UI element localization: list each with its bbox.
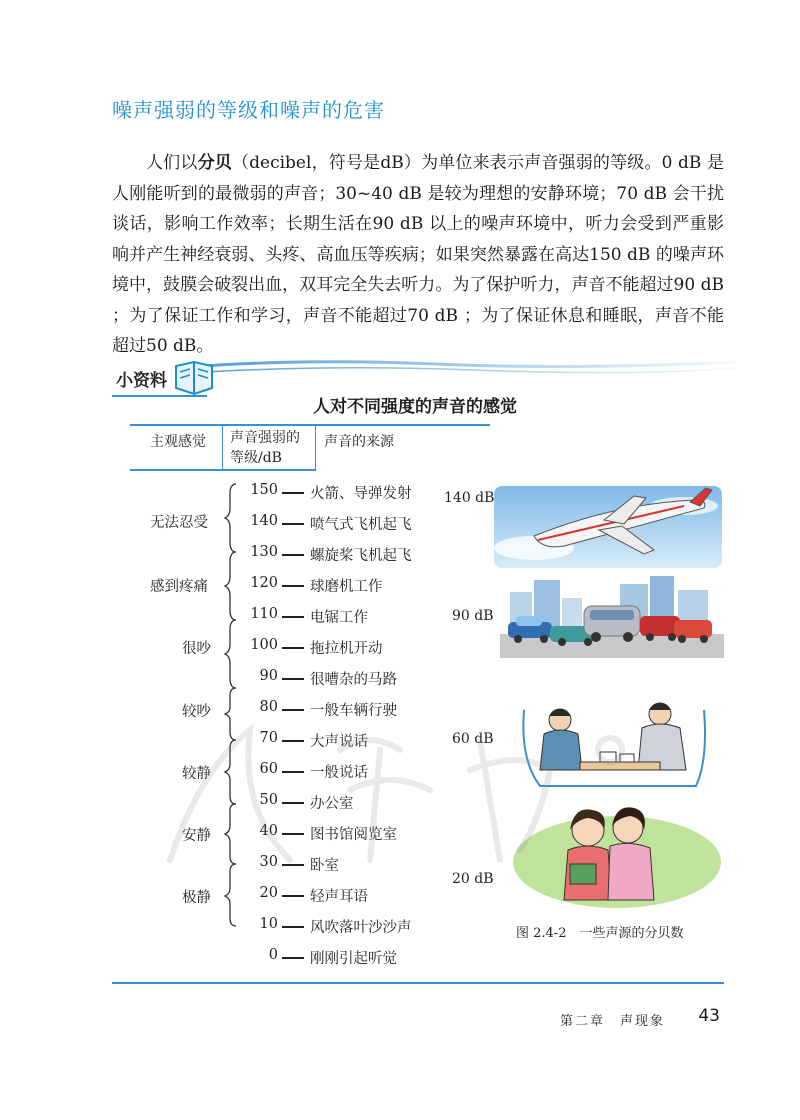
- sound-source: 一般说话: [310, 765, 368, 781]
- sound-source: 卧室: [310, 858, 339, 874]
- dash: [282, 926, 304, 928]
- picture-label-conversation: 60 dB: [452, 731, 494, 747]
- para-text-start: 人们以: [146, 153, 198, 173]
- feeling-label: 无法忍受: [150, 515, 208, 531]
- page-number: 43: [698, 1006, 720, 1026]
- db-value: 140: [250, 513, 278, 529]
- table-col-separator: [315, 425, 316, 470]
- db-value: 40: [259, 823, 278, 839]
- dash: [282, 678, 304, 680]
- feeling-label: 极静: [182, 890, 211, 906]
- sidebar-banner-decoration: [175, 356, 735, 396]
- db-value: 70: [259, 730, 278, 746]
- db-value: 80: [259, 699, 278, 715]
- dash: [282, 957, 304, 959]
- watermark-logo: [140, 690, 700, 890]
- picture-label-traffic: 90 dB: [452, 608, 494, 624]
- traffic-illustration: [500, 572, 724, 658]
- feeling-label: 感到疼痛: [150, 579, 208, 595]
- db-value: 60: [259, 761, 278, 777]
- table-top-rule: [130, 424, 490, 426]
- picture-label-whisper: 20 dB: [452, 871, 494, 887]
- sound-source: 轻声耳语: [310, 889, 368, 905]
- db-value: 20: [259, 885, 278, 901]
- feeling-label: 安静: [182, 828, 211, 844]
- para-bold-term: 分贝: [197, 153, 232, 173]
- db-value: 110: [250, 606, 278, 622]
- header-level-2: 等级/dB: [230, 450, 282, 466]
- chapter-footer: 第二章 声现象: [560, 1014, 666, 1029]
- db-value: 50: [259, 792, 278, 808]
- dash: [282, 492, 304, 494]
- sound-source: 球磨机工作: [310, 579, 383, 595]
- dash: [282, 647, 304, 649]
- table-col-separator: [222, 425, 223, 470]
- db-value: 10: [259, 916, 278, 932]
- sound-source: 一般车辆行驶: [310, 703, 397, 719]
- feeling-label: 较静: [182, 766, 211, 782]
- sound-source: 图书馆阅览室: [310, 827, 397, 843]
- sound-source: 拖拉机开动: [310, 641, 383, 657]
- table-title: 人对不同强度的声音的感觉: [313, 397, 517, 417]
- header-level-1: 声音强弱的: [230, 430, 300, 446]
- sound-source: 刚刚引起听觉: [310, 951, 397, 967]
- sound-source: 大声说话: [310, 734, 368, 750]
- header-feeling: 主观感觉: [150, 434, 206, 450]
- sound-source: 办公室: [310, 796, 354, 812]
- table-header-rule: [130, 469, 316, 471]
- section-heading: 噪声强弱的等级和噪声的危害: [112, 98, 385, 122]
- airplane-illustration: [494, 486, 722, 568]
- figure-caption: 图 2.4-2 一些声源的分贝数: [516, 926, 684, 941]
- picture-label-airplane: 140 dB: [444, 490, 495, 506]
- sidebar-bottom-rule: [112, 982, 724, 984]
- sound-source: 螺旋桨飞机起飞: [310, 548, 412, 564]
- sound-source: 很嘈杂的马路: [310, 672, 397, 688]
- header-source: 声音的来源: [324, 434, 394, 450]
- db-value: 150: [250, 482, 278, 498]
- feeling-label: 很吵: [182, 641, 211, 657]
- feeling-label: 较吵: [182, 704, 211, 720]
- db-value: 0: [268, 947, 278, 963]
- sound-source: 电锯工作: [310, 610, 368, 626]
- dash: [282, 616, 304, 618]
- db-value: 90: [259, 668, 278, 684]
- db-value: 30: [259, 854, 278, 870]
- sound-source: 喷气式飞机起飞: [310, 517, 412, 533]
- sidebar-label: 小资料: [116, 371, 167, 391]
- sound-source: 火箭、导弹发射: [310, 486, 412, 502]
- body-paragraph: [112, 148, 724, 362]
- dash: [282, 523, 304, 525]
- db-value: 100: [250, 637, 278, 653]
- para-text-rest: （decibel，符号是dB）为单位来表示声音强弱的等级。0 dB 是人刚能听到的最微弱的声音；30~40 dB 是较为理想的安静环境；70 dB 会干扰谈话，影响工作效率；长期生活在90 dB 以上的噪声环境中，听力会受到严重影响并产生神经衰弱、头疼、高血压等疾病；如果突然暴露在高达150 dB 的噪声环境中，鼓膜会破裂出血，双耳完全失去听力。为了保护听力，声音不能超过90 dB ；为了保证工作和学习，声音不能超过70 dB ；为了保证休息和睡眠，声音不能超过50 dB。: [112, 153, 725, 356]
- dash: [282, 895, 304, 897]
- dash: [282, 554, 304, 556]
- db-value: 120: [250, 575, 278, 591]
- dash: [282, 585, 304, 587]
- db-value: 130: [250, 544, 278, 560]
- sound-source: 风吹落叶沙沙声: [310, 920, 412, 936]
